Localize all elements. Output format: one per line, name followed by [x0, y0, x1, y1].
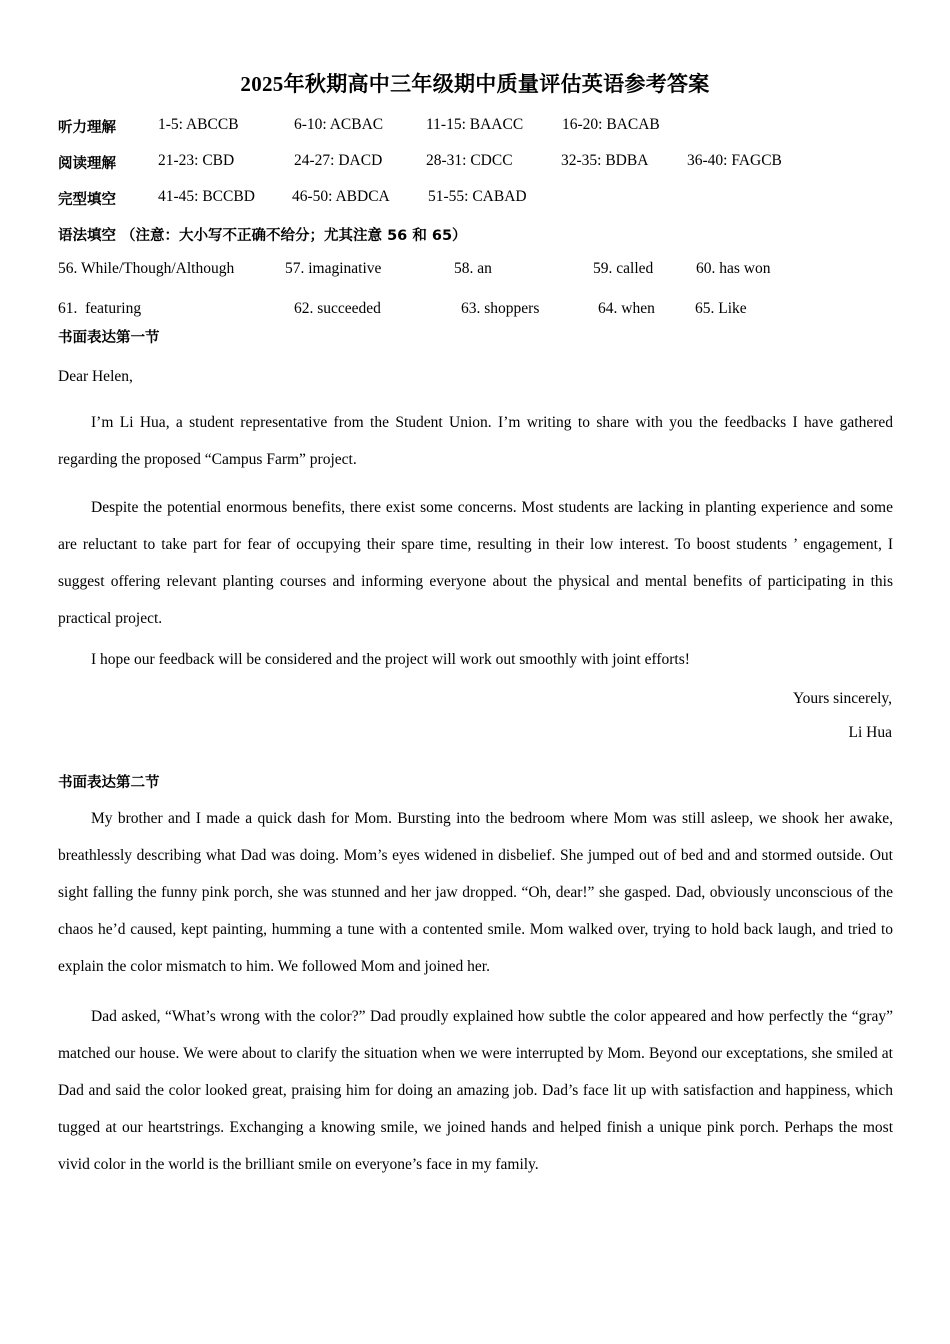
salutation: Dear Helen,	[58, 368, 133, 385]
answer-item: 63. shoppers	[461, 300, 540, 317]
writing2-heading: 书面表达第二节	[58, 775, 160, 791]
story-paragraph: My brother and I made a quick dash for Mom. Bursting into the bedroom where Mom was still asleep, we shook her awake, breathlessly describing what Dad was doing. Mom’s eyes widened in disbelief. She jumped out of bed and and stormed outside. Out sight falling the funny pink porch, she was stunned and her jaw dropped. “Oh, dear!” she gasped. Dad, obviously unconscious of the chaos he’d caused, kept painting, humming a tune with a contented smile. Mom walked over, trying to hold back laugh, and tried to explain the color mismatch to him. We followed Mom and joined her.	[58, 810, 893, 975]
answer-item: 21-23: CBD	[158, 152, 235, 169]
answer-item: 1-5: ABCCB	[158, 116, 239, 133]
grammar-note: 语法填空 （注意：大小写不正确不给分；尤其注意 56 和 65）	[58, 228, 467, 244]
letter-paragraph: Despite the potential enormous benefits, there exist some concerns. Most students are lacking in planting experience and some are reluctant to take part for fear of occupying their spare time, resulting in their low interest. To boost students ’ engagement, I suggest offering relevant planting courses and informing everyone about the physical and mental benefits of participating in this practical project.	[58, 499, 893, 627]
answer-item: 64. when	[598, 300, 655, 317]
answer-item: 16-20: BACAB	[562, 116, 660, 133]
cloze-label: 完型填空	[58, 192, 116, 208]
answer-item: 11-15: BAACC	[426, 116, 524, 133]
answer-item: 46-50: ABDCA	[292, 188, 390, 205]
answer-item: 62. succeeded	[294, 300, 381, 317]
story-paragraph: Dad asked, “What’s wrong with the color?” Dad proudly explained how subtle the color appeared and how perfectly the “gray” matched our house. We were about to clarify the situation when we were interrupted by Mom. Beyond our exceptations, she smiled at Dad and said the color looked great, praising him for doing an amazing job. Dad’s face lit up with satisfaction and happiness, which tugged at our heartstrings. Exchanging a knowing smile, we joined hands and helped finish a unique pink porch. Perhaps the most vivid color in the world is the brilliant smile on everyone’s face in my family.	[58, 1008, 893, 1173]
answer-item: 36-40: FAGCB	[687, 152, 782, 169]
answer-item: 41-45: BCCBD	[158, 188, 255, 205]
answer-item: 58. an	[454, 260, 492, 277]
answer-item: 6-10: ACBAC	[294, 116, 384, 133]
answer-item: 61. featuring	[58, 300, 142, 317]
page-title: 2025年秋期高中三年级期中质量评估英语参考答案	[240, 72, 710, 96]
answer-item: 56. While/Though/Although	[58, 260, 235, 277]
answer-item: 51-55: CABAD	[428, 188, 527, 205]
answer-item: 59. called	[593, 260, 654, 277]
answer-item: 24-27: DACD	[294, 152, 383, 169]
letter-closing: Yours sincerely,	[792, 690, 892, 707]
answer-item: 57. imaginative	[285, 260, 382, 277]
letter-paragraph: I hope our feedback will be considered and the project will work out smoothly with joint efforts!	[91, 651, 690, 668]
answer-item: 28-31: CDCC	[426, 152, 513, 169]
answer-item: 65. Like	[695, 300, 747, 317]
answer-item: 60. has won	[696, 260, 771, 277]
writing1-heading: 书面表达第一节	[58, 330, 160, 346]
answer-item: 32-35: BDBA	[561, 152, 649, 169]
letter-signature: Li Hua	[848, 724, 892, 741]
reading-label: 阅读理解	[58, 156, 116, 172]
letter-paragraph: I’m Li Hua, a student representative from the Student Union. I’m writing to share with you the feedbacks I have gathered regarding the proposed “Campus Farm” project.	[58, 414, 893, 468]
listening-label: 听力理解	[58, 120, 116, 136]
